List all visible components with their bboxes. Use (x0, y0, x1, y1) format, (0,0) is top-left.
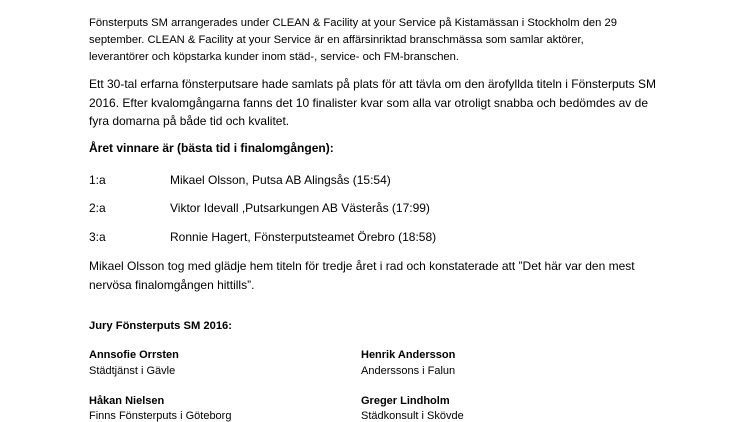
jury-name-1: Annsofie Orrsten (89, 349, 179, 361)
jury-name-2: Henrik Andersson (361, 349, 456, 361)
jury-company-3: Finns Fönsterputs i Göteborg (89, 410, 232, 422)
winner-entry-1: Mikael Olsson, Putsa AB Alingsås (15:54) (170, 173, 391, 187)
winner-rank-2: 2:a (89, 201, 106, 215)
winner-entry-2: Viktor Idevall ,Putsarkungen AB Västerås (17:99) (170, 201, 430, 215)
jury-heading: Jury Fönsterputs SM 2016: (89, 320, 232, 332)
jury-name-4: Greger Lindholm (361, 395, 450, 407)
jury-company-1: Städtjänst i Gävle (89, 365, 176, 377)
winner-entry-3: Ronnie Hagert, Fönsterputsteamet Örebro (18:58) (170, 230, 437, 244)
jury-name-3: Håkan Nielsen (89, 395, 165, 407)
winner-rank-3: 3:a (89, 230, 106, 244)
winner-rank-1: 1:a (89, 173, 106, 187)
competition-paragraph: Ett 30-tal erfarna fönsterputsare hade samlats på plats för att tävla om den ärofyllda titeln i Fönsterputs SM 2016. Efter kvalomgångarna fanns det 10 finalister kvar som alla var otroligt snabba och bedömdes av de fyra domarna på både tid och kvalitet. (89, 77, 656, 128)
winners-heading: Året vinnare är (bästa tid i finalomgången): (89, 141, 334, 155)
jury-company-4: Städkonsult i Skövde (361, 410, 464, 422)
jury-company-2: Anderssons i Falun (361, 365, 456, 377)
closing-paragraph: Mikael Olsson tog med glädje hem titeln för tredje året i rad och konstaterade att ”Det här var den mest nervösa finalomgången hittills”. (89, 259, 635, 292)
intro-paragraph: Fönsterputs SM arrangerades under CLEAN & Facility at your Service på Kistamässan i Stockholm den 29 september. CLEAN & Facility at your Service är en affärsinriktad branschmässa som samlar aktörer, leverantörer och köpstarka kunder inom städ-, service- och FM-branschen. (89, 17, 617, 63)
